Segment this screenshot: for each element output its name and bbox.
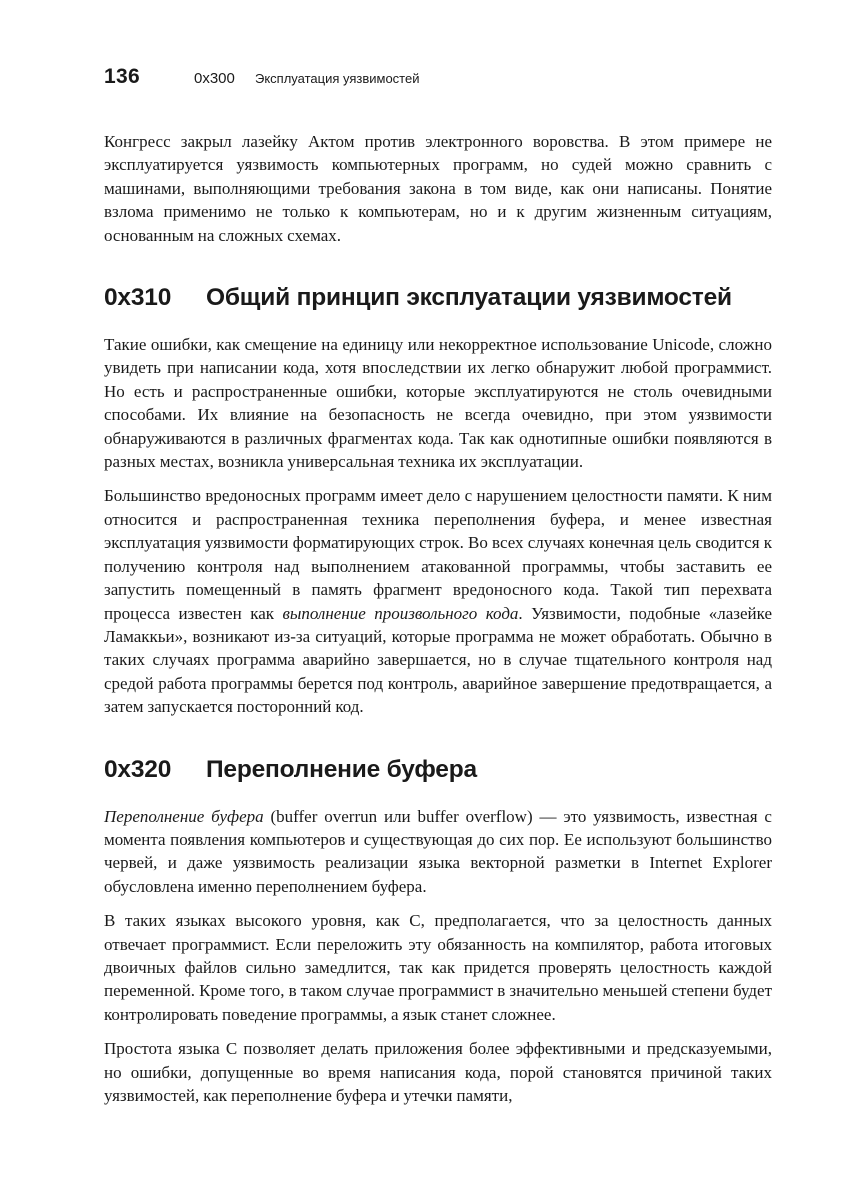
paragraph-text: . Уязвимости, подобные «лазейке Ламаккьи», возникают из-за ситуаций, которые программа не может обработать. Обычно в таких случаях программа аварийно завершается, но в случае тщательного контроля над средой работа программы берется под контроль, аварийное завершение предотвращается, а затем запускается посторонний код. [104, 603, 772, 717]
section-number: 0x310 [104, 284, 172, 312]
section-heading-0x310 [104, 283, 772, 313]
page-number: 136 [104, 65, 140, 88]
section-0x320-paragraph-3: Простота языка C позволяет делать приложения более эффективными и предсказуемыми, но ошибки, допущенные во время написания кода, порой становятся причиной таких уязвимостей, как переполнение буфера и утечки памяти, [104, 1039, 772, 1105]
section-title: Общий принцип эксплуатации уязвимостей [206, 284, 732, 312]
paragraph-text: (buffer overrun или buffer overflow) — это уязвимость, известная с момента появления компьютеров и существующая до сих пор. Ее используют большинство червей, и даже уязвимость реализации языка векторной разметки в Internet Explorer обусловлена именно переполнением буфера. [104, 806, 772, 896]
section-title: Переполнение буфера [206, 755, 477, 783]
intro-paragraph: Конгресс закрыл лазейку Актом против электронного воровства. В этом примере не эксплуатируется уязвимость компьютерных программ, но судей можно сравнить с машинами, выполняющими требования закона в том виде, как они написаны. Понятие взлома применимо не только к компьютерам, но и к другим жизненным ситуациям, основанным на сложных схемах. [104, 132, 772, 245]
section-0x310-paragraph-2 [104, 484, 772, 718]
italic-term: Переполнение буфера [104, 806, 264, 826]
chapter-code: 0x300 [194, 70, 235, 87]
italic-term: выполнение произвольного кода [282, 603, 519, 623]
paragraph-text: Большинство вредоносных программ имеет дело с нарушением целостности памяти. К ним относится и распространенная техника переполнения буфера, и менее известная эксплуатация уязвимости форматирующих строк. Во всех случаях конечная цель сводится к получению контроля над выполнением атакованной программы, чтобы заставить ее запустить помещенный в память фрагмент вредоносного кода. Такой тип перехвата процесса известен как [104, 486, 772, 623]
section-0x320-paragraph-2: В таких языках высокого уровня, как C, предполагается, что за целостность данных отвечает программист. Если переложить эту обязанность на компилятор, работа итоговых двоичных файлов сильно замедлится, так как придется проверять целостность каждой переменной. Кроме того, в таком случае программист в значительно меньшей степени будет контролировать поведение программы, а язык станет сложнее. [104, 911, 772, 1024]
section-0x320-paragraph-1 [104, 805, 772, 899]
chapter-title: Эксплуатация уязвимостей [255, 71, 420, 86]
section-number: 0x320 [104, 755, 172, 783]
section-heading-0x320 [104, 755, 772, 785]
section-0x310-paragraph-1: Такие ошибки, как смещение на единицу или некорректное использование Unicode, сложно увидеть при написании кода, хотя впоследствии их легко обнаружит любой программист. Но есть и распространенные ошибки, которые эксплуатируются не столь очевидными способами. Их влияние на безопасность не всегда очевидно, при этом уязвимости обнаруживаются в различных фрагментах кода. Так как однотипные ошибки появляются в разных местах, возникла универсальная техника их эксплуатации. [104, 335, 772, 472]
page-content [104, 130, 772, 1107]
running-head [104, 64, 772, 94]
